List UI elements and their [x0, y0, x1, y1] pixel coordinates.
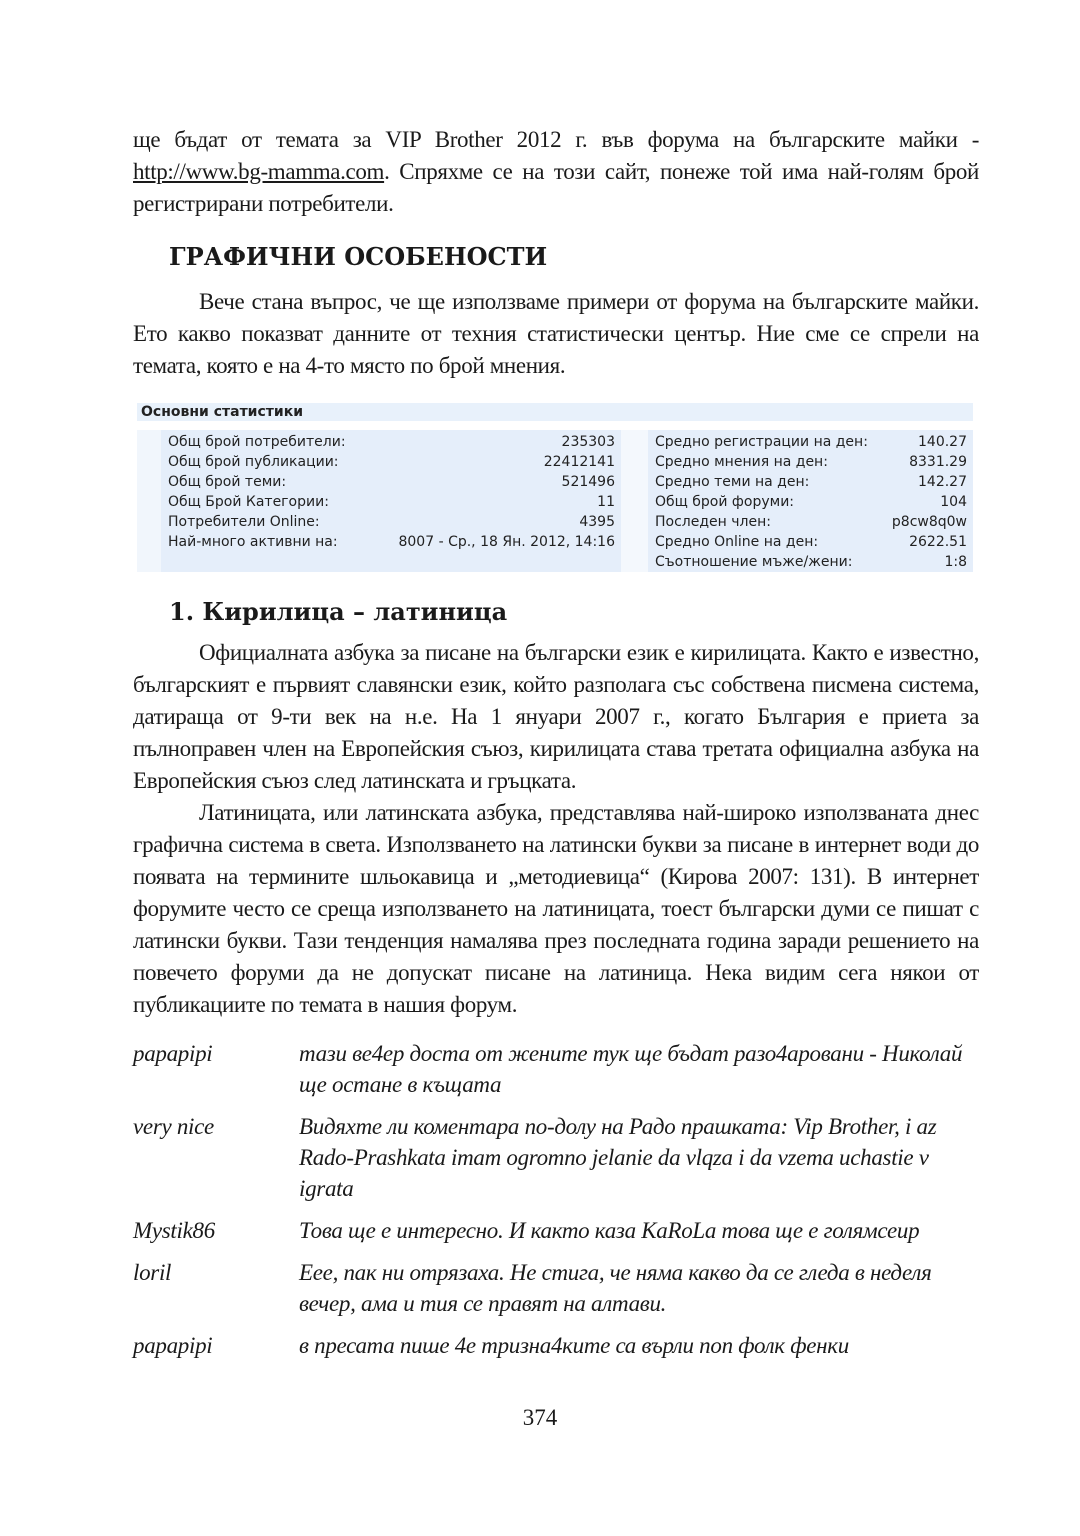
- stat-label: Общ брой теми:: [168, 474, 287, 490]
- cyrillic-paragraph-2: Латиницата, или латинската азбука, представлява най-широко използваната днес графична система в света. Използването на латински букви за писане в интернет води до появата на термините шльокавица и „методиевица“ (Кирова 2007: 131). В интернет форумите често се среща използването на латиницата, тоест български думи се пишат с латински букви. Тази тенденция намалява през последната година заради решението на повечето форуми да не допускат писане на латиница. Нека видим сега някои от публикациите по темата в нашия форум.: [133, 800, 979, 1017]
- post-message: Видяхте ли коментара по-долу на Радо прашката: Vip Brother, i az Rado-Prashkata imam ogromno jelanie da vlqza i da vzema uchastie v igrata: [299, 1114, 937, 1201]
- stat-label: Общ Брой Категории:: [168, 494, 329, 510]
- intro-text-continued: . Спряхме се на този сайт, понеже той има най-голям брой регистрирани потребители.: [133, 159, 979, 216]
- stat-row: [168, 512, 615, 532]
- stat-value: 4395: [579, 514, 615, 530]
- stat-label: Най-много активни на:: [168, 534, 338, 550]
- graphic-paragraph-wrap: [133, 286, 979, 382]
- stat-row: [168, 472, 615, 492]
- stat-label: Средно теми на ден:: [655, 474, 810, 490]
- stat-label: Общ брой форуми:: [655, 494, 795, 510]
- forum-post: [133, 1257, 979, 1319]
- forum-post: [133, 1038, 979, 1100]
- stats-gutter: [137, 430, 161, 572]
- stat-label: Съотношение мъже/жени:: [655, 554, 853, 570]
- stat-value: 8007 - Ср., 18 Ян. 2012, 14:16: [398, 534, 615, 550]
- graphic-paragraph: Вече стана въпрос, че ще използваме примери от форума на българските майки. Ето какво показват данните от техния статистически център. Ние сме се спрели на темата, която е на 4-то място по брой мнения.: [133, 289, 979, 378]
- stat-row: [655, 512, 967, 532]
- stat-label: Общ брой публикации:: [168, 454, 339, 470]
- post-username: papapipi: [133, 1333, 213, 1358]
- stat-row: [655, 492, 967, 512]
- stat-value: 1:8: [944, 554, 967, 570]
- stat-label: Последен член:: [655, 514, 771, 530]
- stat-value: 104: [940, 494, 967, 510]
- forum-posts-list: [133, 1038, 979, 1372]
- post-username: loril: [133, 1260, 172, 1285]
- stat-row: [655, 472, 967, 492]
- stat-row: [168, 492, 615, 512]
- cyrillic-paragraph-1: Официалната азбука за писане на български език е кирилицата. Както е известно, българският е първият славянски език, който разполага със собствена писмена система, датираща от 9-ти век на н.е. На 1 януари 2007 г., когато България е приета за пълноправен член на Европейския съюз, кирилицата става третата официална азбука на Европейския съюз след латинската и гръцката.: [133, 640, 979, 793]
- stats-right-panel: [648, 430, 973, 572]
- post-username: very nice: [133, 1114, 214, 1139]
- stats-column-gap: [621, 430, 648, 572]
- forum-post: [133, 1215, 979, 1246]
- bg-mamma-link[interactable]: http://www.bg-mamma.com: [133, 159, 385, 184]
- stats-title: Основни статистики: [141, 404, 304, 420]
- post-message: тази ве4ер доста от жените тук ще бъдат разо4аровани - Николай ще остане в къщата: [299, 1041, 963, 1097]
- stat-value: 521496: [561, 474, 615, 490]
- forum-statistics-table: [137, 403, 973, 573]
- stat-label: Средно Online на ден:: [655, 534, 819, 550]
- post-message: Това ще е интересно. И както каза KaRoLa това ще е голямсеир: [299, 1218, 920, 1243]
- stat-row: [655, 532, 967, 552]
- intro-paragraph: [133, 124, 979, 220]
- stat-row: [168, 432, 615, 452]
- stat-value: 11: [597, 494, 615, 510]
- section-heading-graphic: ГРАФИЧНИ ОСОБЕНОСТИ: [169, 242, 548, 271]
- post-message: в пресата пише 4е тризна4ките са върли поп фолк фенки: [299, 1333, 849, 1358]
- stat-row: [655, 432, 967, 452]
- stat-value: 142.27: [918, 474, 967, 490]
- cyrillic-paragraphs: [133, 637, 979, 1021]
- stat-label: Средно регистрации на ден:: [655, 434, 868, 450]
- stat-row: [168, 452, 615, 472]
- page-number: 374: [522, 1405, 558, 1430]
- stat-value: p8cw8q0w: [891, 514, 967, 530]
- stat-value: 22412141: [543, 454, 615, 470]
- stats-left-panel: [161, 430, 621, 572]
- stat-value: 235303: [561, 434, 615, 450]
- post-message: Еее, пак ни отрязаха. Не стига, че няма какво да се гледа в неделя вечер, ама и тия се правят на алтави.: [299, 1260, 932, 1316]
- post-username: Mystik86: [133, 1218, 215, 1243]
- stat-label: Общ брой потребители:: [168, 434, 346, 450]
- stat-label: Средно мнения на ден:: [655, 454, 828, 470]
- stat-value: 2622.51: [909, 534, 967, 550]
- forum-post: [133, 1330, 979, 1361]
- stat-row: [168, 532, 615, 552]
- post-username: papapipi: [133, 1041, 213, 1066]
- intro-text: ще бъдат от темата за VIP Brother 2012 г. във форума на българските майки -: [133, 127, 979, 152]
- forum-post: [133, 1111, 979, 1204]
- stat-row: [655, 452, 967, 472]
- section-heading-cyrillic: 1. Кирилица – латиница: [169, 597, 508, 626]
- stat-row: [655, 552, 967, 572]
- stats-header-bar: [137, 403, 973, 421]
- stat-value: 8331.29: [909, 454, 967, 470]
- stat-label: Потребители Online:: [168, 514, 320, 530]
- intro-section: [133, 124, 979, 220]
- stat-value: 140.27: [918, 434, 967, 450]
